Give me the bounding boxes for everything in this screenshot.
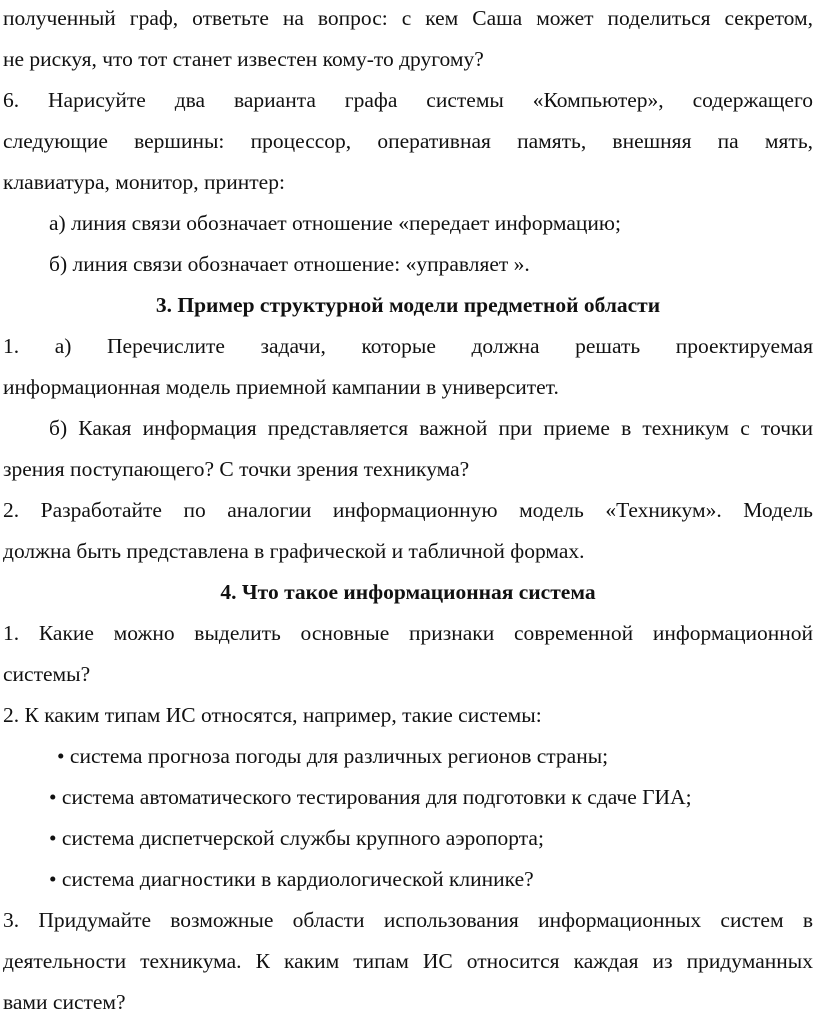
option-b-line: б) линия связи обозначает отношение: «управляет ». — [49, 252, 530, 276]
text-line: клавиатура, монитор, принтер: — [3, 170, 285, 194]
section-heading-3: 3. Пример структурной модели предметной области — [155, 293, 661, 317]
text-line: следующие вершины: процессор, оперативная память, внешняя па мять, — [3, 129, 813, 153]
bullet-item: • система диагностики в кардиологической клинике? — [49, 867, 534, 891]
text-line: вами систем? — [3, 990, 126, 1014]
question-2-line: 2. К каким типам ИС относятся, например, такие системы: — [3, 703, 542, 727]
text-line: полученный граф, ответьте на вопрос: с кем Саша может поделиться секретом, — [3, 6, 813, 30]
question-6-line: 6. Нарисуйте два варианта графа системы «Компьютер», содержащего — [3, 88, 813, 112]
text-line: зрения поступающего? С точки зрения техникума? — [3, 457, 470, 481]
question-3-line: 3. Придумайте возможные области использования информационных систем в — [3, 908, 813, 932]
text-line: не рискуя, что тот станет известен кому-то другому? — [3, 47, 484, 71]
text-line: деятельности техникума. К каким типам ИС относится каждая из придуманных — [3, 949, 813, 973]
option-b-line: б) Какая информация представляется важной при приеме в техникум с точки — [49, 416, 813, 440]
question-1-line: 1. а) Перечислите задачи, которые должна решать проектируемая — [3, 334, 813, 358]
question-1-line: 1. Какие можно выделить основные признаки современной информационной — [3, 621, 813, 645]
bullet-item: • система автоматического тестирования для подготовки к сдаче ГИА; — [49, 785, 692, 809]
text-line: системы? — [3, 662, 91, 686]
text-line: должна быть представлена в графической и табличной формах. — [3, 539, 585, 563]
option-a-line: а) линия связи обозначает отношение «передает информацию; — [49, 211, 621, 235]
section-heading-4: 4. Что такое информационная система — [220, 580, 596, 604]
question-2-line: 2. Разработайте по аналогии информационную модель «Техникум». Модель — [3, 498, 813, 522]
bullet-item: • система диспетчерской службы крупного аэропорта; — [49, 826, 544, 850]
bullet-item: • система прогноза погоды для различных регионов страны; — [57, 744, 609, 768]
text-line: информационная модель приемной кампании в университет. — [3, 375, 559, 399]
